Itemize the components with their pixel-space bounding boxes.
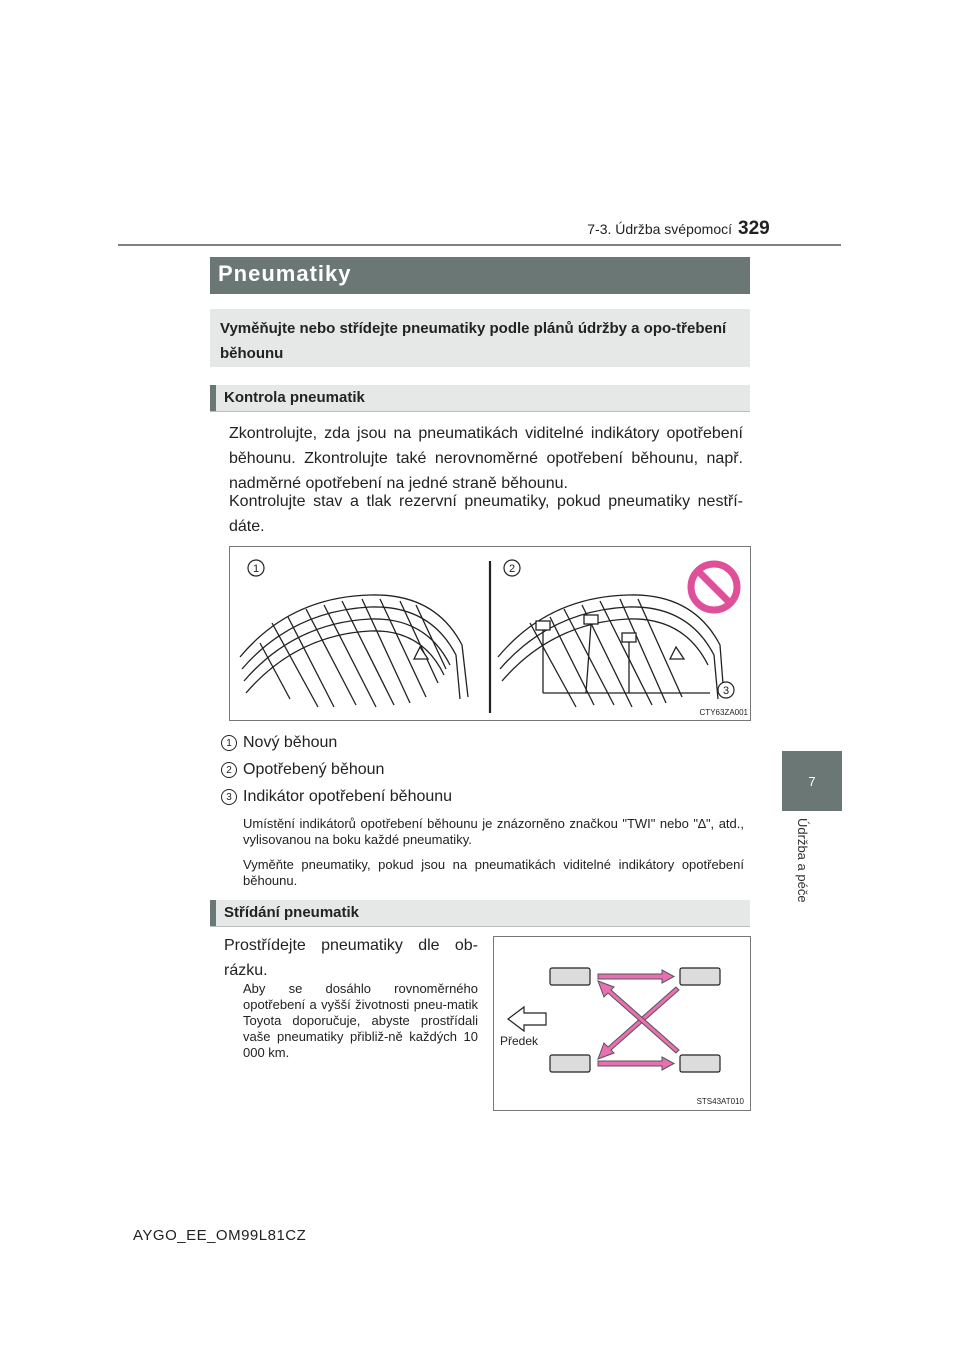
intro-text: Vyměňujte nebo střídejte pneumatiky podle plánů údržby a opo-třebení běhounu	[220, 320, 727, 362]
page-number: 329	[738, 218, 770, 239]
front-direction-icon	[508, 1007, 546, 1031]
rotate-paragraph: Prostřídejte pneumatiky dle ob-rázku.	[224, 937, 478, 979]
document-code: AYGO_EE_OM99L81CZ	[133, 1227, 307, 1244]
list-item-worn-tread: Opotřebený běhoun	[243, 761, 385, 778]
check-paragraph-1: Zkontrolujte, zda jsou na pneumatikách viditelné indikátory opotřebení běhounu. Zkontrolujte také nerovnoměrné opotřebení běhounu, např. nadměrné opotřebení na jedné straně běhounu.	[229, 425, 743, 492]
header-rule	[118, 244, 841, 246]
subsection-rule	[210, 411, 750, 412]
list-item-new-tread: Nový běhoun	[243, 734, 338, 751]
tyre-front-left	[550, 968, 590, 985]
subsection-title-rotate: Střídání pneumatik	[224, 904, 360, 921]
tyre-front-right	[680, 968, 720, 985]
figure-marker-3: 3	[722, 685, 730, 697]
check-paragraph-2: Kontrolujte stav a tlak rezervní pneumatiky, pokud pneumatiky nestří-dáte.	[229, 493, 743, 535]
figure-marker-1: 1	[252, 563, 260, 575]
page-title: Pneumatiky	[218, 261, 352, 286]
section-reference: 7-3. Údržba svépomocí	[587, 221, 732, 237]
chapter-tab: 7	[782, 751, 842, 811]
tread-illustration	[230, 547, 750, 720]
rotation-diagram	[494, 937, 750, 1110]
figure-code: STS43AT010	[696, 1097, 744, 1106]
note-twi: Umístění indikátorů opotřebení běhounu je znázorněno značkou "TWI" nebo "∆", atd., vylisovanou na boku každé pneumatiky.	[243, 816, 744, 847]
chapter-title: Údržba a péče	[795, 818, 810, 903]
tread-figure	[229, 546, 751, 721]
rotate-note: Aby se dosáhlo rovnoměrného opotřebení a vyšší životnosti pneu-matik Toyota doporučuje, abyste prostřídali vaše pneumatiky přibliž-ně každých 10 000 km.	[243, 981, 478, 1060]
list-item-wear-indicator: Indikátor opotřebení běhounu	[243, 788, 453, 805]
subsection-rule	[210, 926, 750, 927]
note-replace: Vyměňte pneumatiky, pokud jsou na pneumatikách viditelné indikátory opotřebení běhounu.	[243, 857, 744, 888]
list-marker-3: 3	[221, 789, 237, 805]
figure-code: CTY63ZA001	[699, 708, 748, 717]
rotation-figure	[493, 936, 751, 1111]
list-marker-2: 2	[221, 762, 237, 778]
tyre-rear-left	[550, 1055, 590, 1072]
subsection-title-check: Kontrola pneumatik	[224, 389, 365, 406]
tyre-rear-right	[680, 1055, 720, 1072]
list-marker-1: 1	[221, 735, 237, 751]
front-label: Předek	[500, 1034, 539, 1048]
figure-marker-2: 2	[508, 563, 516, 575]
prohibition-icon	[691, 564, 737, 610]
